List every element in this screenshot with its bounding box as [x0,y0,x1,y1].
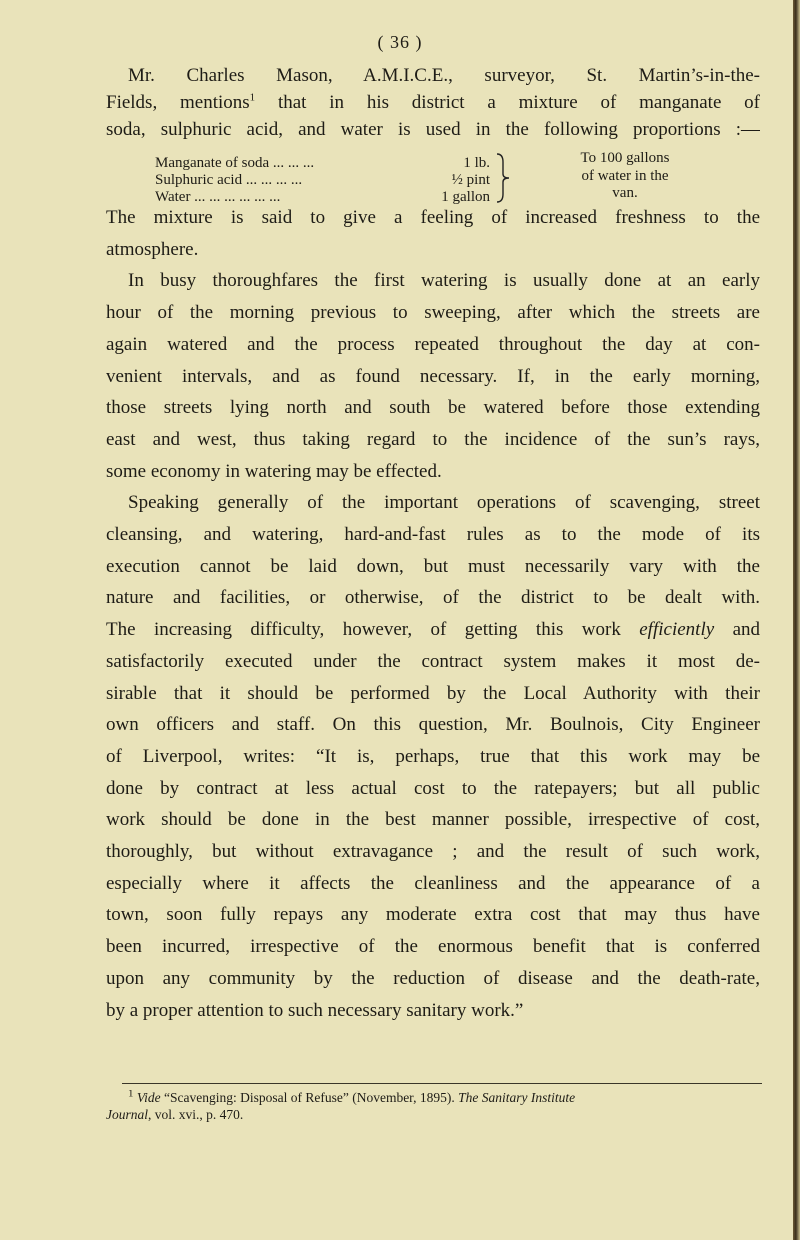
text-segment: sirable that it should be performed by the Local Authority with their [106,682,760,704]
text-segment: atmosphere. [106,238,199,260]
text-line [106,840,760,864]
text-line [106,682,760,706]
text-segment: “Scavenging: Disposal of Refuse” (November, 1895). [160,1090,459,1105]
text-segment: town, soon fully repays any moderate extra cost that may thus have [106,904,760,926]
note-line: of water in the [581,167,669,184]
text-segment: upon any community by the reduction of disease and the death-rate, [106,967,760,989]
text-line [106,91,760,115]
text-segment: execution cannot be laid down, but must necessarily vary with the [106,555,760,577]
text-segment: own officers and staff. On this question, Mr. Boulnois, City Engineer [106,714,760,736]
text-segment: done by contract at less actual cost to the ratepayers; but all public [106,777,760,799]
text-segment: hour of the morning previous to sweeping, after which the streets are [106,302,760,324]
text-line [106,333,760,357]
text-line [106,269,760,293]
text-line [106,396,760,420]
table-row [155,172,490,189]
text-segment: thoroughly, but without extravagance ; and the result of such work, [106,841,760,862]
text-line [106,238,760,262]
text-line [106,460,760,484]
text-line [106,872,760,896]
page-number-header: ( 36 ) [377,32,423,52]
italic-text: The Sanitary Institute [458,1090,576,1105]
text-segment: by a proper attention to such necessary sanitary work.” [106,999,524,1021]
curly-brace [495,152,511,204]
text-line [106,555,760,579]
note-line: van. [612,185,638,201]
text-segment: those streets lying north and south be watered before those extending [106,397,760,419]
footnote-rule [122,1083,762,1084]
text-line [106,523,760,547]
text-segment: especially where it affects the cleanliness and the appearance of a [106,872,760,894]
italic-text: efficiently [639,619,715,641]
proportions-note [545,150,705,203]
ingredient-label: Manganate of soda ... ... ... [155,155,315,171]
text-line [106,118,760,142]
text-line [106,64,760,88]
ingredient-label: Sulphuric acid ... ... ... ... [155,172,303,188]
text-segment: again watered and the process repeated throughout the day at con- [106,333,760,355]
text-segment: nature and facilities, or otherwise, of the district to be dealt with. [106,587,760,609]
footnote-line [106,1107,760,1123]
footnote-marker: 1 [128,1090,134,1100]
text-line [106,650,760,674]
text-segment: satisfactorily executed under the contract system makes it most de- [106,650,760,672]
text-line [106,206,760,230]
text-segment: cleansing, and watering, hard-and-fast rules as to the mode of its [106,524,760,545]
footnote-marker: 1 [249,91,256,104]
text-line [106,586,760,610]
text-line [106,808,760,832]
text-segment: east and west, thus taking regard to the incidence of the sun’s rays, [106,428,760,450]
text-line [106,365,760,389]
text-line [106,428,760,452]
text-line [106,713,760,737]
ingredient-label: Water ... ... ... ... ... ... [155,189,281,205]
text-line [106,903,760,927]
text-segment: soda, sulphuric acid, and water is used in the following proportions :— [106,119,760,140]
text-line [106,777,760,801]
text-segment: , vol. xvi., p. 470. [148,1107,244,1122]
text-segment: venient intervals, and as found necessary. If, in the early morning, [106,365,760,387]
text-line [106,999,760,1023]
text-line [106,491,760,515]
text-segment: been incurred, irrespective of the enormous benefit that is conferred [106,936,760,958]
text-line [106,935,760,959]
text-segment: of Liverpool, writes: “It is, perhaps, true that this work may be [106,745,760,767]
text-line [106,745,760,769]
text-segment: Fields, mentions [106,92,250,113]
text-segment: Mr. Charles Mason, A.M.I.C.E., surveyor, St. Martin’s-in-the- [128,65,760,86]
text-line [106,967,760,991]
note-line: To 100 gallons [580,150,670,166]
ingredient-quantity: ½ pint [451,172,490,188]
ingredient-quantity: 1 gallon [441,189,490,205]
text-line [106,618,760,642]
text-segment: Speaking generally of the important operations of scavenging, street [128,492,760,514]
italic-text: Journal [106,1107,148,1122]
table-row [155,155,490,172]
italic-text: Vide [136,1090,161,1105]
text-segment: some economy in watering may be effected. [106,460,442,482]
footnote-line [106,1090,782,1106]
text-segment: work should be done in the best manner possible, irrespective of cost, [106,809,760,831]
ingredient-quantity: 1 lb. [463,155,490,171]
text-segment: The mixture is said to give a feeling of increased freshness to the [106,207,760,228]
text-segment: and [714,619,760,641]
page-edge-shadow [793,0,800,1240]
text-line [106,301,760,325]
text-segment: The increasing difficulty, however, of getting this work [106,619,640,641]
proportions-table [155,155,490,206]
table-row [155,189,490,206]
text-segment: that in his district a mixture of manganate of [255,92,760,113]
text-segment: In busy thoroughfares the first watering is usually done at an early [128,270,760,292]
